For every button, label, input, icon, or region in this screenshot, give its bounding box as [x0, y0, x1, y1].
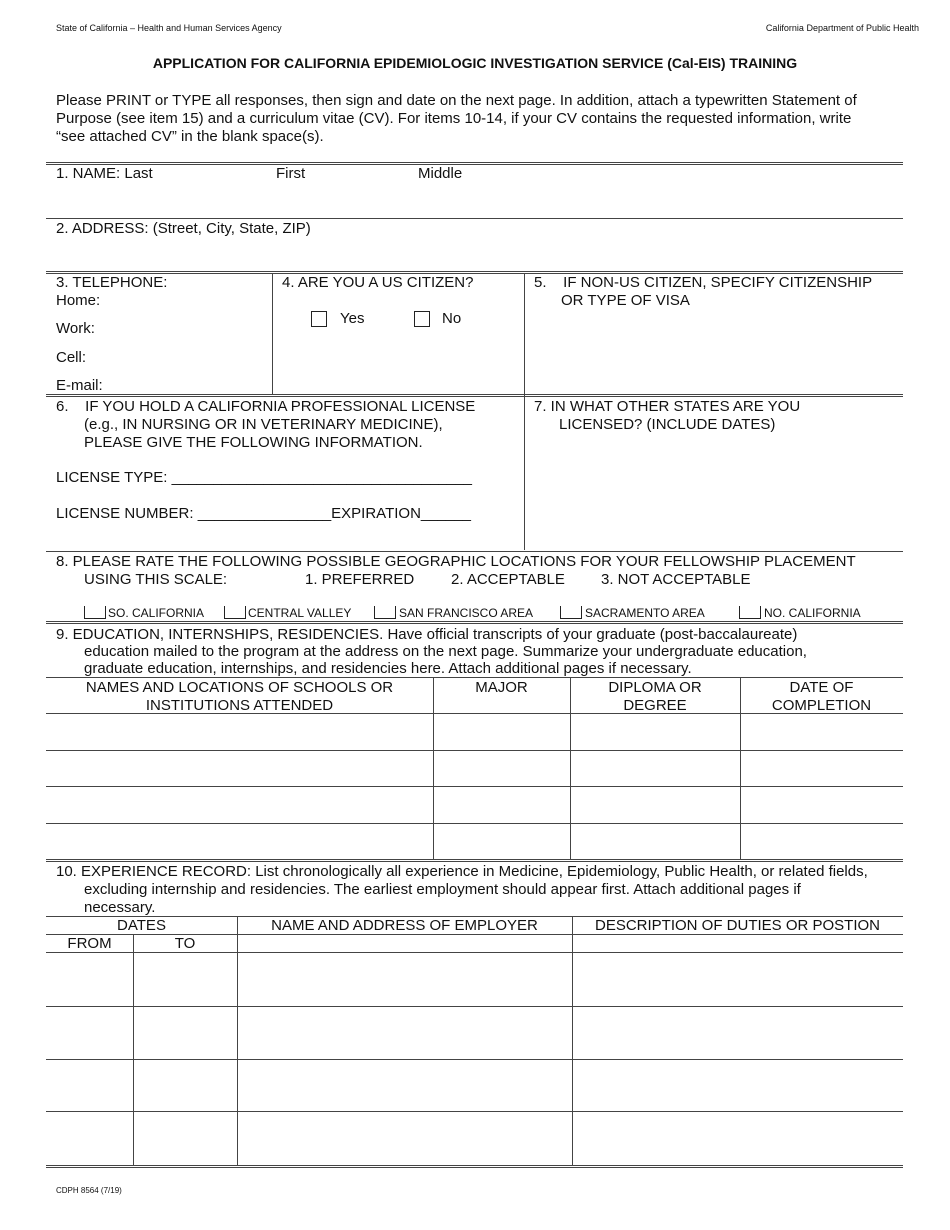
- instructions: [56, 92, 916, 146]
- experience-table-body[interactable]: [46, 953, 903, 1164]
- scale-acceptable: 2. ACCEPTABLE: [451, 571, 565, 588]
- table-border: [46, 677, 903, 678]
- education-col-schools: [46, 679, 433, 715]
- rating-box-san-francisco[interactable]: [374, 606, 396, 619]
- telephone-label: 3. TELEPHONE:: [56, 274, 168, 291]
- citizen-yes-label: Yes: [340, 310, 365, 327]
- rating-box-no-california[interactable]: [739, 606, 761, 619]
- scale-label: USING THIS SCALE:: [84, 571, 228, 588]
- divider: [524, 274, 525, 550]
- divider: [272, 274, 273, 394]
- location-central-valley: CENTRAL VALLEY: [248, 606, 352, 620]
- header-line: NAMES AND LOCATIONS OF SCHOOLS OR: [85, 679, 394, 696]
- experience-col-employer: NAME AND ADDRESS OF EMPLOYER: [271, 917, 538, 934]
- instructions-line: Please PRINT or TYPE all responses, then sign and date on the next page. In addition, attach a typewritten Statement of: [56, 92, 857, 109]
- other-states-label: LICENSED? (INCLUDE DATES): [559, 416, 776, 433]
- citizen-question-label: 4. ARE YOU A US CITIZEN?: [282, 274, 474, 291]
- address-label: 2. ADDRESS: (Street, City, State, ZIP): [56, 220, 311, 237]
- name-middle-label: Middle: [418, 165, 463, 182]
- form-id: CDPH 8564 (7/19): [56, 1186, 122, 1195]
- rating-box-so-california[interactable]: [84, 606, 106, 619]
- citizen-yes-checkbox[interactable]: [311, 311, 327, 327]
- experience-label: necessary.: [84, 899, 156, 916]
- citizen-no-label: No: [442, 310, 462, 327]
- location-so-california: SO. CALIFORNIA: [108, 606, 205, 620]
- education-table-body[interactable]: [46, 714, 903, 859]
- instructions-line: “see attached CV” in the blank space(s).: [56, 128, 324, 145]
- experience-label: 10. EXPERIENCE RECORD: List chronologically all experience in Medicine, Epidemiology, Public Health, or related fields,: [56, 863, 868, 880]
- address-field[interactable]: [56, 240, 896, 268]
- name-last-label: 1. NAME: Last: [56, 165, 153, 182]
- divider: [46, 394, 903, 397]
- education-col-completion: [740, 679, 903, 715]
- license-question-line: PLEASE GIVE THE FOLLOWING INFORMATION.: [84, 434, 423, 451]
- experience-col-duties: DESCRIPTION OF DUTIES OR POSTION: [594, 917, 881, 934]
- other-states-label: 7. IN WHAT OTHER STATES ARE YOU: [534, 398, 801, 415]
- instructions-line: Purpose (see item 15) and a curriculum vitae (CV). For items 10-14, if your CV contains the requested information, write: [56, 110, 852, 127]
- location-no-california: NO. CALIFORNIA: [764, 606, 861, 620]
- location-sacramento: SACRAMENTO AREA: [585, 606, 705, 620]
- location-question-label: 8. PLEASE RATE THE FOLLOWING POSSIBLE GEOGRAPHIC LOCATIONS FOR YOUR FELLOWSHIP PLACEMENT: [56, 553, 856, 570]
- license-number-field[interactable]: LICENSE NUMBER: ________________EXPIRATION______: [56, 505, 471, 522]
- education-label: 9. EDUCATION, INTERNSHIPS, RESIDENCIES. Have official transcripts of your graduate (post-baccalaureate): [56, 626, 798, 643]
- work-phone-label: Work:: [56, 320, 95, 337]
- divider: [46, 218, 903, 219]
- home-phone-label: Home:: [56, 292, 101, 309]
- cell-phone-label: Cell:: [56, 349, 87, 366]
- visa-type-label: OR TYPE OF VISA: [561, 292, 690, 309]
- header-line: DIPLOMA OR: [608, 679, 702, 696]
- header-line: DEGREE: [623, 697, 687, 714]
- education-col-degree: [570, 679, 740, 715]
- experience-label: excluding internship and residencies. The earliest employment should appear first. Attach additional pages if: [84, 881, 801, 898]
- experience-col-dates: DATES: [117, 917, 166, 934]
- agency-label: State of California – Health and Human Services Agency: [56, 23, 282, 33]
- header-line: COMPLETION: [771, 697, 872, 714]
- scale-not-acceptable: 3. NOT ACCEPTABLE: [601, 571, 751, 588]
- education-col-major: MAJOR: [475, 679, 528, 696]
- form-title: APPLICATION FOR CALIFORNIA EPIDEMIOLOGIC INVESTIGATION SERVICE (Cal-EIS) TRAINING: [152, 55, 798, 71]
- email-label: E-mail:: [56, 377, 103, 394]
- scale-preferred: 1. PREFERRED: [305, 571, 415, 588]
- header-line: INSTITUTIONS ATTENDED: [145, 697, 334, 714]
- experience-col-from: FROM: [67, 935, 112, 952]
- table-border: [46, 1165, 903, 1168]
- non-citizen-label: 5. IF NON-US CITIZEN, SPECIFY CITIZENSHIP: [534, 274, 873, 291]
- name-first-label: First: [276, 165, 306, 182]
- name-field[interactable]: [56, 184, 896, 214]
- header-line: DATE OF: [789, 679, 854, 696]
- experience-col-to: TO: [174, 935, 196, 952]
- license-question-line: (e.g., IN NURSING OR IN VETERINARY MEDICINE),: [84, 416, 443, 433]
- education-label: education mailed to the program at the address on the next page. Summarize your undergraduate education,: [84, 643, 807, 660]
- citizen-no-checkbox[interactable]: [414, 311, 430, 327]
- license-question-line: 6. IF YOU HOLD A CALIFORNIA PROFESSIONAL LICENSE: [56, 398, 476, 415]
- license-type-field[interactable]: LICENSE TYPE: ____________________________________: [56, 469, 472, 486]
- rating-box-central-valley[interactable]: [224, 606, 246, 619]
- location-san-francisco: SAN FRANCISCO AREA: [399, 606, 534, 620]
- rating-box-sacramento[interactable]: [560, 606, 582, 619]
- education-label: graduate education, internships, and residencies here. Attach additional pages if necessary.: [84, 660, 692, 677]
- divider: [46, 162, 903, 165]
- department-label: California Department of Public Health: [765, 23, 919, 33]
- divider: [46, 551, 903, 552]
- divider: [46, 621, 903, 624]
- divider: [46, 859, 903, 862]
